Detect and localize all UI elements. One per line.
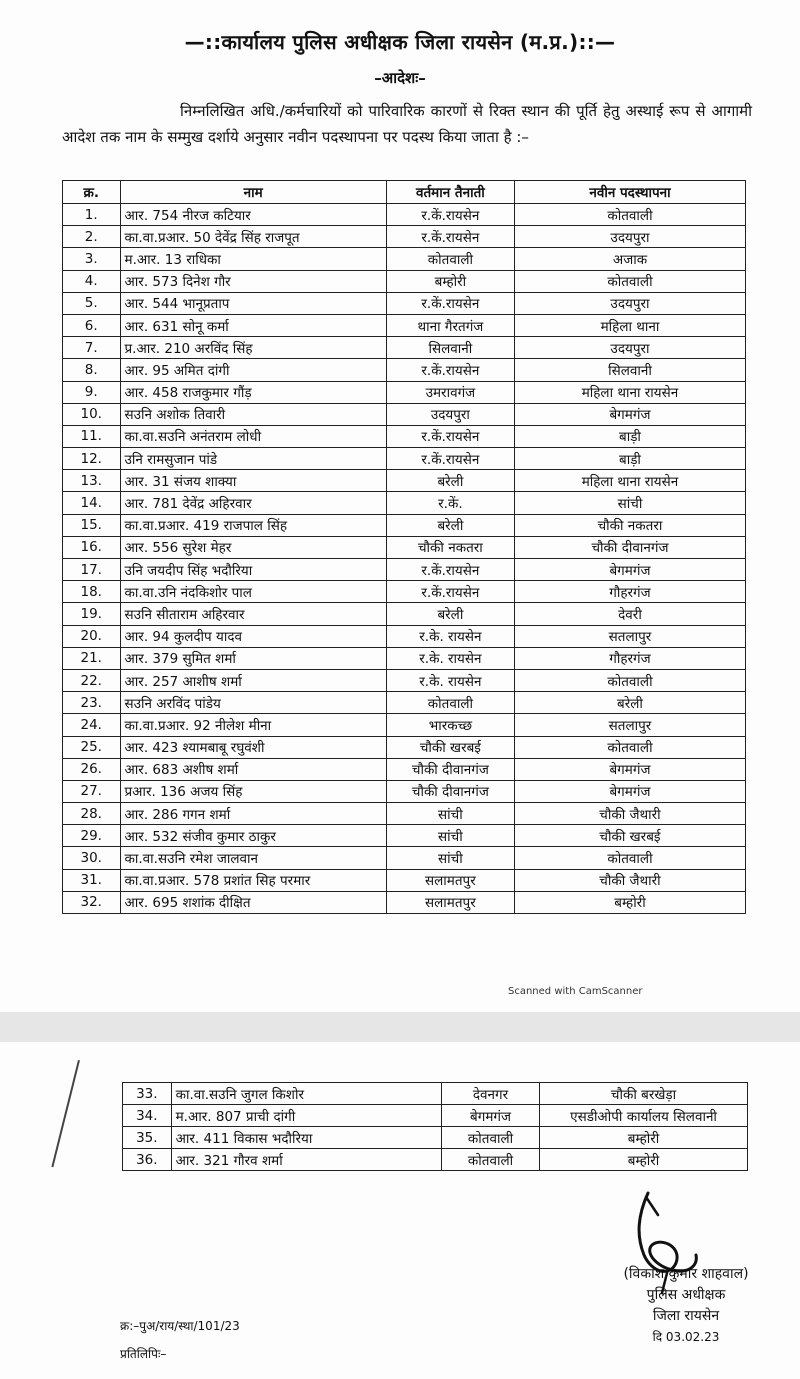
cell-name: आर. 458 राजकुमार गौंड़ <box>120 381 386 403</box>
cell-name: का.वा.प्रआर. 50 देवेंद्र सिंह राजपूत <box>120 226 386 248</box>
cell-name: प्रआर. 136 अजय सिंह <box>120 780 386 802</box>
cell-current-posting: र.के. रायसेन <box>386 647 514 669</box>
cell-name: का.वा.सउनि रमेश जालवान <box>120 847 386 869</box>
cell-current-posting: र.के. रायसेन <box>386 669 514 691</box>
cell-name: आर. 257 आशीष शर्मा <box>120 669 386 691</box>
cell-new-posting: बाड़ी <box>514 448 745 470</box>
table-row <box>63 581 746 603</box>
cell-current-posting: र.के. रायसेन <box>386 625 514 647</box>
cell-current-posting: चौकी दीवानगंज <box>386 758 514 780</box>
cell-new-posting: अजाक <box>514 248 745 270</box>
table-row <box>63 714 746 736</box>
table-row <box>63 891 746 913</box>
cell-serial: 18. <box>63 581 121 603</box>
cell-name: का.वा.उनि नंदकिशोर पाल <box>120 581 386 603</box>
officer-name: (विकाश कुमार शाहवाल) <box>623 1266 749 1282</box>
cell-name: आर. 411 विकास भदौरिया <box>171 1127 441 1149</box>
cell-serial: 36. <box>123 1149 172 1171</box>
cell-current-posting: र.कें.रायसेन <box>386 448 514 470</box>
cell-current-posting: कोतवाली <box>441 1149 539 1171</box>
table-row <box>63 647 746 669</box>
cell-name: आर. 94 कुलदीप यादव <box>120 625 386 647</box>
cell-serial: 23. <box>63 692 121 714</box>
cell-new-posting: कोतवाली <box>514 847 745 869</box>
cell-serial: 17. <box>63 559 121 581</box>
cell-new-posting: कोतवाली <box>514 736 745 758</box>
cell-serial: 13. <box>63 470 121 492</box>
cell-new-posting: बरेली <box>514 692 745 714</box>
cell-new-posting: चौकी खरबई <box>514 825 745 847</box>
cell-new-posting: कोतवाली <box>514 204 745 226</box>
table-row <box>123 1149 748 1171</box>
cell-current-posting: भारकच्छ <box>386 714 514 736</box>
cell-name: आर. 31 संजय शाक्या <box>120 470 386 492</box>
cell-name: आर. 631 सोनू कर्मा <box>120 314 386 336</box>
cell-name: का.वा.प्रआर. 92 नीलेश मीना <box>120 714 386 736</box>
cell-serial: 34. <box>123 1105 172 1127</box>
table-row <box>123 1105 748 1127</box>
cell-serial: 30. <box>63 847 121 869</box>
cell-serial: 28. <box>63 803 121 825</box>
table-header-row <box>63 181 746 204</box>
cell-current-posting: बरेली <box>386 514 514 536</box>
cell-current-posting: बेगमगंज <box>441 1105 539 1127</box>
cell-name: का.वा.सउनि जुगल किशोर <box>171 1083 441 1105</box>
cell-serial: 31. <box>63 869 121 891</box>
cell-name: आर. 95 अमित दांगी <box>120 359 386 381</box>
table-row <box>63 226 746 248</box>
order-paragraph-text: निम्नलिखित अधि./कर्मचारियों को पारिवारिक कारणों से रिक्त स्थान की पूर्ति हेतु अस्थाई रूप से आगामी आदेश तक नाम के सम्मुख दर्शाये अनुसार नवीन पदस्थापना पर पदस्थ किया जाता है :– <box>62 102 752 146</box>
cell-serial: 21. <box>63 647 121 669</box>
cell-current-posting: सांची <box>386 825 514 847</box>
cell-new-posting: सांची <box>514 492 745 514</box>
cell-current-posting: कोतवाली <box>441 1127 539 1149</box>
cell-serial: 32. <box>63 891 121 913</box>
cell-name: आर. 556 सुरेश मेहर <box>120 536 386 558</box>
order-heading: –आदेशः– <box>374 69 426 87</box>
order-date: दि 03.02.23 <box>652 1330 720 1344</box>
cell-current-posting: कोतवाली <box>386 248 514 270</box>
cell-current-posting: बरेली <box>386 470 514 492</box>
cell-new-posting: चौकी नकतरा <box>514 514 745 536</box>
cell-new-posting: बेगमगंज <box>514 559 745 581</box>
cell-serial: 11. <box>63 425 121 447</box>
cell-serial: 12. <box>63 448 121 470</box>
cell-current-posting: र.कें.रायसेन <box>386 226 514 248</box>
cell-serial: 22. <box>63 669 121 691</box>
cell-new-posting: देवरी <box>514 603 745 625</box>
table-row <box>63 514 746 536</box>
cell-current-posting: र.कें.रायसेन <box>386 292 514 314</box>
table-row <box>63 869 746 891</box>
cell-serial: 16. <box>63 536 121 558</box>
cell-current-posting: सलामतपुर <box>386 869 514 891</box>
cell-new-posting: सतलापुर <box>514 714 745 736</box>
cell-name: म.आर. 13 राधिका <box>120 248 386 270</box>
header-serial: क्र. <box>63 181 121 204</box>
cell-current-posting: र.कें.रायसेन <box>386 204 514 226</box>
transfer-table-continued <box>122 1082 748 1171</box>
header-new-posting: नवीन पदस्थापना <box>514 181 745 204</box>
table-row <box>63 425 746 447</box>
cell-new-posting: बम्होरी <box>514 891 745 913</box>
cell-serial: 24. <box>63 714 121 736</box>
cell-serial: 20. <box>63 625 121 647</box>
officer-designation: पुलिस अधीक्षक <box>646 1287 726 1303</box>
cell-new-posting: चौकी जैथारी <box>514 869 745 891</box>
transfer-table <box>62 180 746 914</box>
cell-name: आर. 754 नीरज कटियार <box>120 204 386 226</box>
table-row <box>63 337 746 359</box>
cell-new-posting: उदयपुरा <box>514 292 745 314</box>
cell-current-posting: र.कें.रायसेन <box>386 425 514 447</box>
cell-serial: 27. <box>63 780 121 802</box>
table-row <box>123 1127 748 1149</box>
cell-name: आर. 695 शशांक दीक्षित <box>120 891 386 913</box>
cell-name: आर. 423 श्यामबाबू रघुवंशी <box>120 736 386 758</box>
cell-serial: 3. <box>63 248 121 270</box>
cell-current-posting: सांची <box>386 847 514 869</box>
cell-new-posting: उदयपुरा <box>514 337 745 359</box>
cell-current-posting: र.कें. <box>386 492 514 514</box>
cell-serial: 5. <box>63 292 121 314</box>
table-row <box>63 536 746 558</box>
cell-current-posting: बरेली <box>386 603 514 625</box>
table-row <box>63 625 746 647</box>
cell-new-posting: कोतवाली <box>514 669 745 691</box>
table-row <box>63 381 746 403</box>
cell-current-posting: कोतवाली <box>386 692 514 714</box>
table-row <box>63 803 746 825</box>
cell-serial: 1. <box>63 204 121 226</box>
cell-current-posting: सिलवानी <box>386 337 514 359</box>
cell-name: का.वा.प्रआर. 419 राजपाल सिंह <box>120 514 386 536</box>
cell-new-posting: बेगमगंज <box>514 403 745 425</box>
cell-serial: 35. <box>123 1127 172 1149</box>
cell-current-posting: उदयपुरा <box>386 403 514 425</box>
page-gap <box>0 1012 800 1042</box>
table-row <box>63 248 746 270</box>
cell-name: का.वा.सउनि अनंतराम लोधी <box>120 425 386 447</box>
table-row <box>63 204 746 226</box>
table-row <box>63 692 746 714</box>
cell-new-posting: गौहरगंज <box>514 647 745 669</box>
cell-serial: 9. <box>63 381 121 403</box>
cell-name: आर. 573 दिनेश गौर <box>120 270 386 292</box>
table-row <box>63 669 746 691</box>
table-row <box>63 314 746 336</box>
table-row <box>63 758 746 780</box>
cell-new-posting: बेगमगंज <box>514 780 745 802</box>
cell-name: आर. 321 गौरव शर्मा <box>171 1149 441 1171</box>
cell-serial: 15. <box>63 514 121 536</box>
cell-serial: 19. <box>63 603 121 625</box>
cell-name: प्र.आर. 210 अरविंद सिंह <box>120 337 386 359</box>
officer-district: जिला रायसेन <box>652 1308 720 1324</box>
table-row <box>63 448 746 470</box>
cell-serial: 6. <box>63 314 121 336</box>
cell-serial: 4. <box>63 270 121 292</box>
table-row <box>63 359 746 381</box>
cell-new-posting: बाड़ी <box>514 425 745 447</box>
cell-new-posting: एसडीओपी कार्यालय सिलवानी <box>540 1105 748 1127</box>
cell-name: म.आर. 807 प्राची दांगी <box>171 1105 441 1127</box>
cell-new-posting: चौकी जैथारी <box>514 803 745 825</box>
office-title: —::कार्यालय पुलिस अधीक्षक जिला रायसेन (म.प्र.)::— <box>184 30 616 54</box>
table-row <box>63 559 746 581</box>
cell-new-posting: बम्होरी <box>540 1149 748 1171</box>
copy-to-label: प्रतिलिपिः– <box>120 1347 167 1361</box>
table-row <box>63 270 746 292</box>
table-row <box>63 736 746 758</box>
signature-block <box>586 1264 786 1348</box>
cell-new-posting: उदयपुरा <box>514 226 745 248</box>
cell-current-posting: र.कें.रायसेन <box>386 559 514 581</box>
cell-serial: 26. <box>63 758 121 780</box>
cell-new-posting: गौहरगंज <box>514 581 745 603</box>
table-row <box>63 492 746 514</box>
cell-new-posting: महिला थाना <box>514 314 745 336</box>
cell-current-posting: देवनगर <box>441 1083 539 1105</box>
cell-name: आर. 544 भानूप्रताप <box>120 292 386 314</box>
cell-name: उनि जयदीप सिंह भदौरिया <box>120 559 386 581</box>
table-row <box>63 470 746 492</box>
cell-current-posting: सलामतपुर <box>386 891 514 913</box>
cell-serial: 10. <box>63 403 121 425</box>
header-current-posting: वर्तमान तैनाती <box>386 181 514 204</box>
table-row <box>63 780 746 802</box>
scanner-watermark: Scanned with CamScanner <box>508 986 643 997</box>
table-row <box>123 1083 748 1105</box>
cell-new-posting: सतलापुर <box>514 625 745 647</box>
cell-name: आर. 683 अशीष शर्मा <box>120 758 386 780</box>
cell-serial: 2. <box>63 226 121 248</box>
cell-serial: 8. <box>63 359 121 381</box>
cell-current-posting: सांची <box>386 803 514 825</box>
header-name: नाम <box>120 181 386 204</box>
cell-name: सउनि सीताराम अहिरवार <box>120 603 386 625</box>
cell-current-posting: बम्होरी <box>386 270 514 292</box>
cell-current-posting: थाना गैरतगंज <box>386 314 514 336</box>
cell-new-posting: सिलवानी <box>514 359 745 381</box>
cell-name: सउनि अशोक तिवारी <box>120 403 386 425</box>
cell-serial: 33. <box>123 1083 172 1105</box>
cell-name: आर. 532 संजीव कुमार ठाकुर <box>120 825 386 847</box>
cell-new-posting: महिला थाना रायसेन <box>514 381 745 403</box>
order-paragraph <box>62 98 752 150</box>
cell-current-posting: र.कें.रायसेन <box>386 359 514 381</box>
cell-serial: 25. <box>63 736 121 758</box>
cell-name: आर. 781 देवेंद्र अहिरवार <box>120 492 386 514</box>
cell-current-posting: उमरावगंज <box>386 381 514 403</box>
cell-current-posting: चौकी नकतरा <box>386 536 514 558</box>
cell-new-posting: महिला थाना रायसेन <box>514 470 745 492</box>
table-row <box>63 403 746 425</box>
table-row <box>63 603 746 625</box>
cell-name: आर. 286 गगन शर्मा <box>120 803 386 825</box>
table-row <box>63 292 746 314</box>
cell-name: उनि रामसुजान पांडे <box>120 448 386 470</box>
table-row <box>63 847 746 869</box>
cell-new-posting: बम्होरी <box>540 1127 748 1149</box>
cell-serial: 7. <box>63 337 121 359</box>
cell-name: सउनि अरविंद पांडेय <box>120 692 386 714</box>
cell-new-posting: चौकी बरखेड़ा <box>540 1083 748 1105</box>
cell-current-posting: र.कें.रायसेन <box>386 581 514 603</box>
cell-serial: 29. <box>63 825 121 847</box>
cell-serial: 14. <box>63 492 121 514</box>
cell-current-posting: चौकी खरबई <box>386 736 514 758</box>
cell-new-posting: चौकी दीवानगंज <box>514 536 745 558</box>
table-row <box>63 825 746 847</box>
cell-current-posting: चौकी दीवानगंज <box>386 780 514 802</box>
cell-name: का.वा.प्रआर. 578 प्रशांत सिह परमार <box>120 869 386 891</box>
cell-new-posting: कोतवाली <box>514 270 745 292</box>
cell-new-posting: बेगमगंज <box>514 758 745 780</box>
cell-name: आर. 379 सुमित शर्मा <box>120 647 386 669</box>
order-number: क्र:–पुअ/राय/स्था/101/23 <box>120 1319 240 1333</box>
